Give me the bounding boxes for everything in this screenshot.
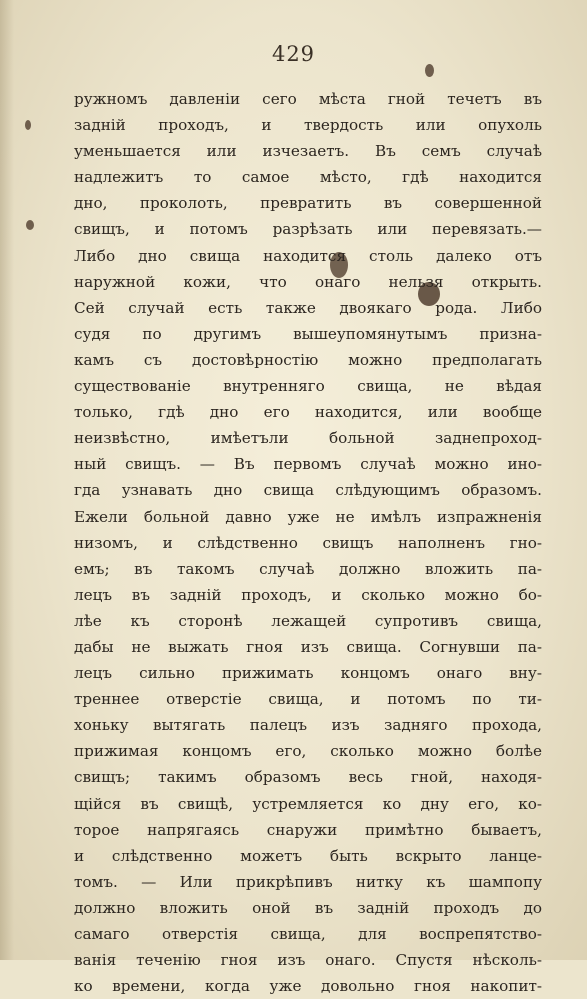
text-line: дно, проколоть, превратить въ совершенной — [74, 194, 542, 213]
text-line: Сей случай есть также двоякаго рода. Либо — [74, 298, 542, 317]
text-line: самаго отверстія свища, для воспрепятство- — [74, 925, 542, 943]
ink-stain — [25, 120, 31, 130]
text-line: камъ съ достовѣрностію можно предполагать — [74, 350, 542, 369]
text-line: Ежели больной давно уже не имѣлъ изпражненія — [74, 507, 542, 526]
text-line: неизвѣстно, имѣетъли больной заднепроход- — [74, 429, 542, 448]
text-line: наружной кожи, что онаго нельзя открыть. — [74, 272, 542, 291]
text-line: лецъ въ задній проходъ, и сколько можно бо- — [74, 585, 542, 604]
text-line: хоньку вытягать палецъ изъ задняго прохода, — [74, 716, 542, 735]
text-line: задній проходъ, и твердость или опухоль — [74, 116, 542, 135]
text-line: ружномъ давленіи сего мѣста гной течетъ въ — [74, 90, 542, 108]
text-line: гда узнавать дно свища слѣдующимъ образомъ. — [74, 481, 542, 500]
text-line: щійся въ свищѣ, устремляется ко дну его, ко- — [74, 794, 542, 813]
page-edge-shadow — [0, 0, 14, 960]
ink-stain — [425, 64, 434, 77]
text-line: дабы не выжать гноя изъ свища. Согнувши па- — [74, 637, 542, 656]
text-line: лѣе къ сторонѣ лежащей супротивъ свища, — [74, 611, 542, 630]
text-line: свищъ; такимъ образомъ весь гной, находя- — [74, 768, 542, 787]
text-line: должно вложить оной въ задній проходъ до — [74, 898, 542, 917]
text-line: только, гдѣ дно его находится, или вообще — [74, 403, 542, 422]
text-line: ко времени, когда уже довольно гноя накопит- — [74, 977, 542, 996]
page-number: 429 — [271, 42, 316, 66]
text-line: ванія теченію гноя изъ онаго. Спустя нѣсколь- — [74, 951, 542, 970]
text-line: лецъ сильно прижимать концомъ онаго вну- — [74, 664, 542, 683]
text-line: уменьшается или изчезаетъ. Въ семъ случаѣ — [74, 142, 542, 161]
text-line: треннее отверстіе свища, и потомъ по ти- — [74, 690, 542, 709]
text-line: торое напрягаясь снаружи примѣтно бываетъ, — [74, 820, 542, 839]
text-line: существованіе внутренняго свища, не вѣдая — [74, 377, 542, 396]
text-line: и слѣдственно можетъ быть вскрыто ланце- — [74, 846, 542, 865]
text-line: свищъ, и потомъ разрѣзать или перевязать.— — [74, 220, 542, 239]
text-line: Либо дно свища находится столь далеко отъ — [74, 246, 542, 265]
text-line: емъ; въ такомъ случаѣ должно вложить па- — [74, 559, 542, 578]
text-line: томъ. — Или прикрѣпивъ нитку къ шампопу — [74, 872, 542, 891]
text-line: ный свищъ. — Въ первомъ случаѣ можно ино- — [74, 455, 542, 474]
ink-stain — [26, 220, 34, 230]
text-line: надлежитъ то самое мѣсто, гдѣ находится — [74, 168, 542, 187]
text-line: низомъ, и слѣдственно свищъ наполненъ гно- — [74, 533, 542, 552]
body-text — [74, 86, 542, 999]
text-line: прижимая концомъ его, сколько можно болѣе — [74, 742, 542, 761]
text-line: судя по другимъ вышеупомянутымъ призна- — [74, 324, 542, 343]
